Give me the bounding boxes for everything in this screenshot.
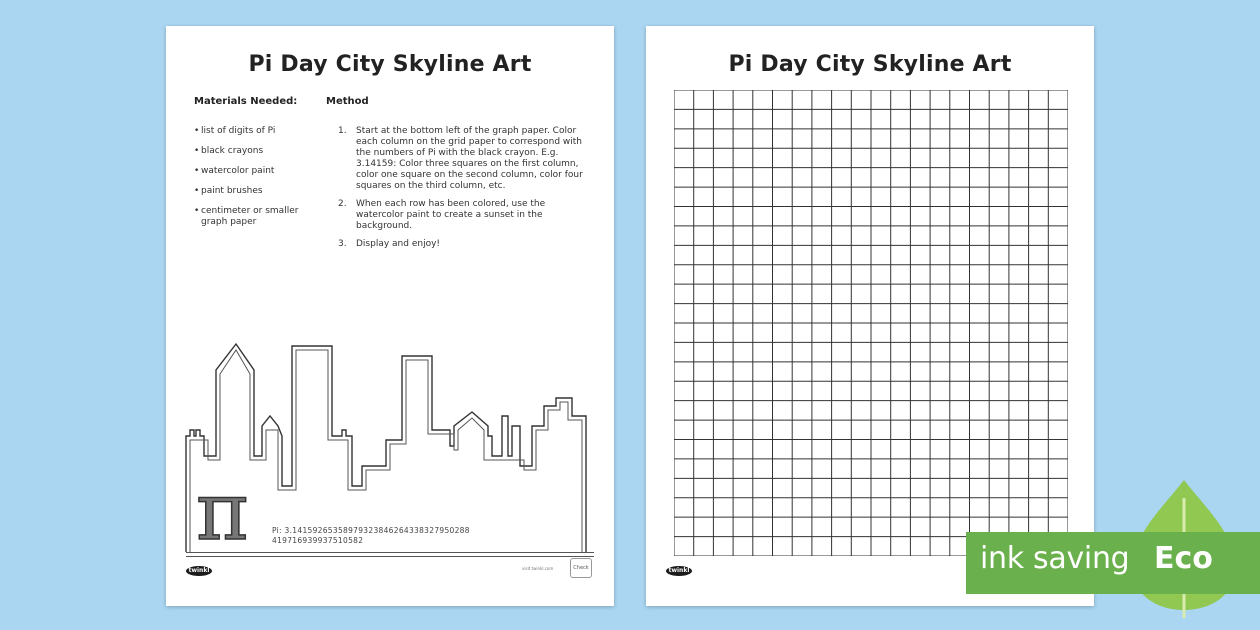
graph-paper-grid	[674, 90, 1068, 556]
divider	[186, 556, 594, 557]
list-item: • black crayons	[194, 146, 319, 157]
pi-symbol: π	[196, 465, 249, 558]
step-number: 1.	[338, 126, 347, 136]
list-item: • list of digits of Pi	[194, 126, 319, 137]
footer-url: visit twinkl.com	[522, 566, 554, 571]
graph-paper-page	[646, 26, 1094, 606]
method-list	[338, 126, 588, 257]
twinkl-logo: twinkl	[186, 566, 212, 576]
worksheet-page	[166, 26, 614, 606]
method-step	[338, 239, 588, 250]
divider	[186, 552, 594, 553]
step-text: When each row has been colored, use the watercolor paint to create a sunset in the background.	[356, 199, 546, 231]
eco-label: Eco	[1154, 541, 1213, 576]
list-item: • watercolor paint	[194, 166, 319, 177]
twinkl-logo: twinkl	[666, 566, 692, 576]
method-step	[338, 126, 588, 192]
page-title: Pi Day City Skyline Art	[728, 52, 1012, 77]
step-text: Display and enjoy!	[356, 239, 441, 249]
list-item: • centimeter or smaller graph paper	[194, 206, 319, 228]
step-number: 3.	[338, 239, 347, 249]
ink-saving-label: ink saving	[980, 541, 1130, 576]
checked-badge: Check	[570, 558, 592, 578]
list-item: • paint brushes	[194, 186, 319, 197]
step-text: Start at the bottom left of the graph paper. Color each column on the grid paper to correspond with the numbers of Pi with the black crayon. E.g. 3.14159: Color three squares on the first column, color one square on the second column, color four squares on the third column, etc.	[356, 126, 583, 191]
pi-digits: Pi: 3.14159265358979323846264338327950288419716939937510582	[272, 526, 470, 545]
step-number: 2.	[338, 199, 347, 209]
method-step	[338, 199, 588, 232]
materials-list	[194, 126, 319, 237]
method-heading: Method	[326, 96, 369, 107]
page-title: Pi Day City Skyline Art	[248, 52, 532, 77]
materials-heading: Materials Needed:	[194, 96, 298, 107]
